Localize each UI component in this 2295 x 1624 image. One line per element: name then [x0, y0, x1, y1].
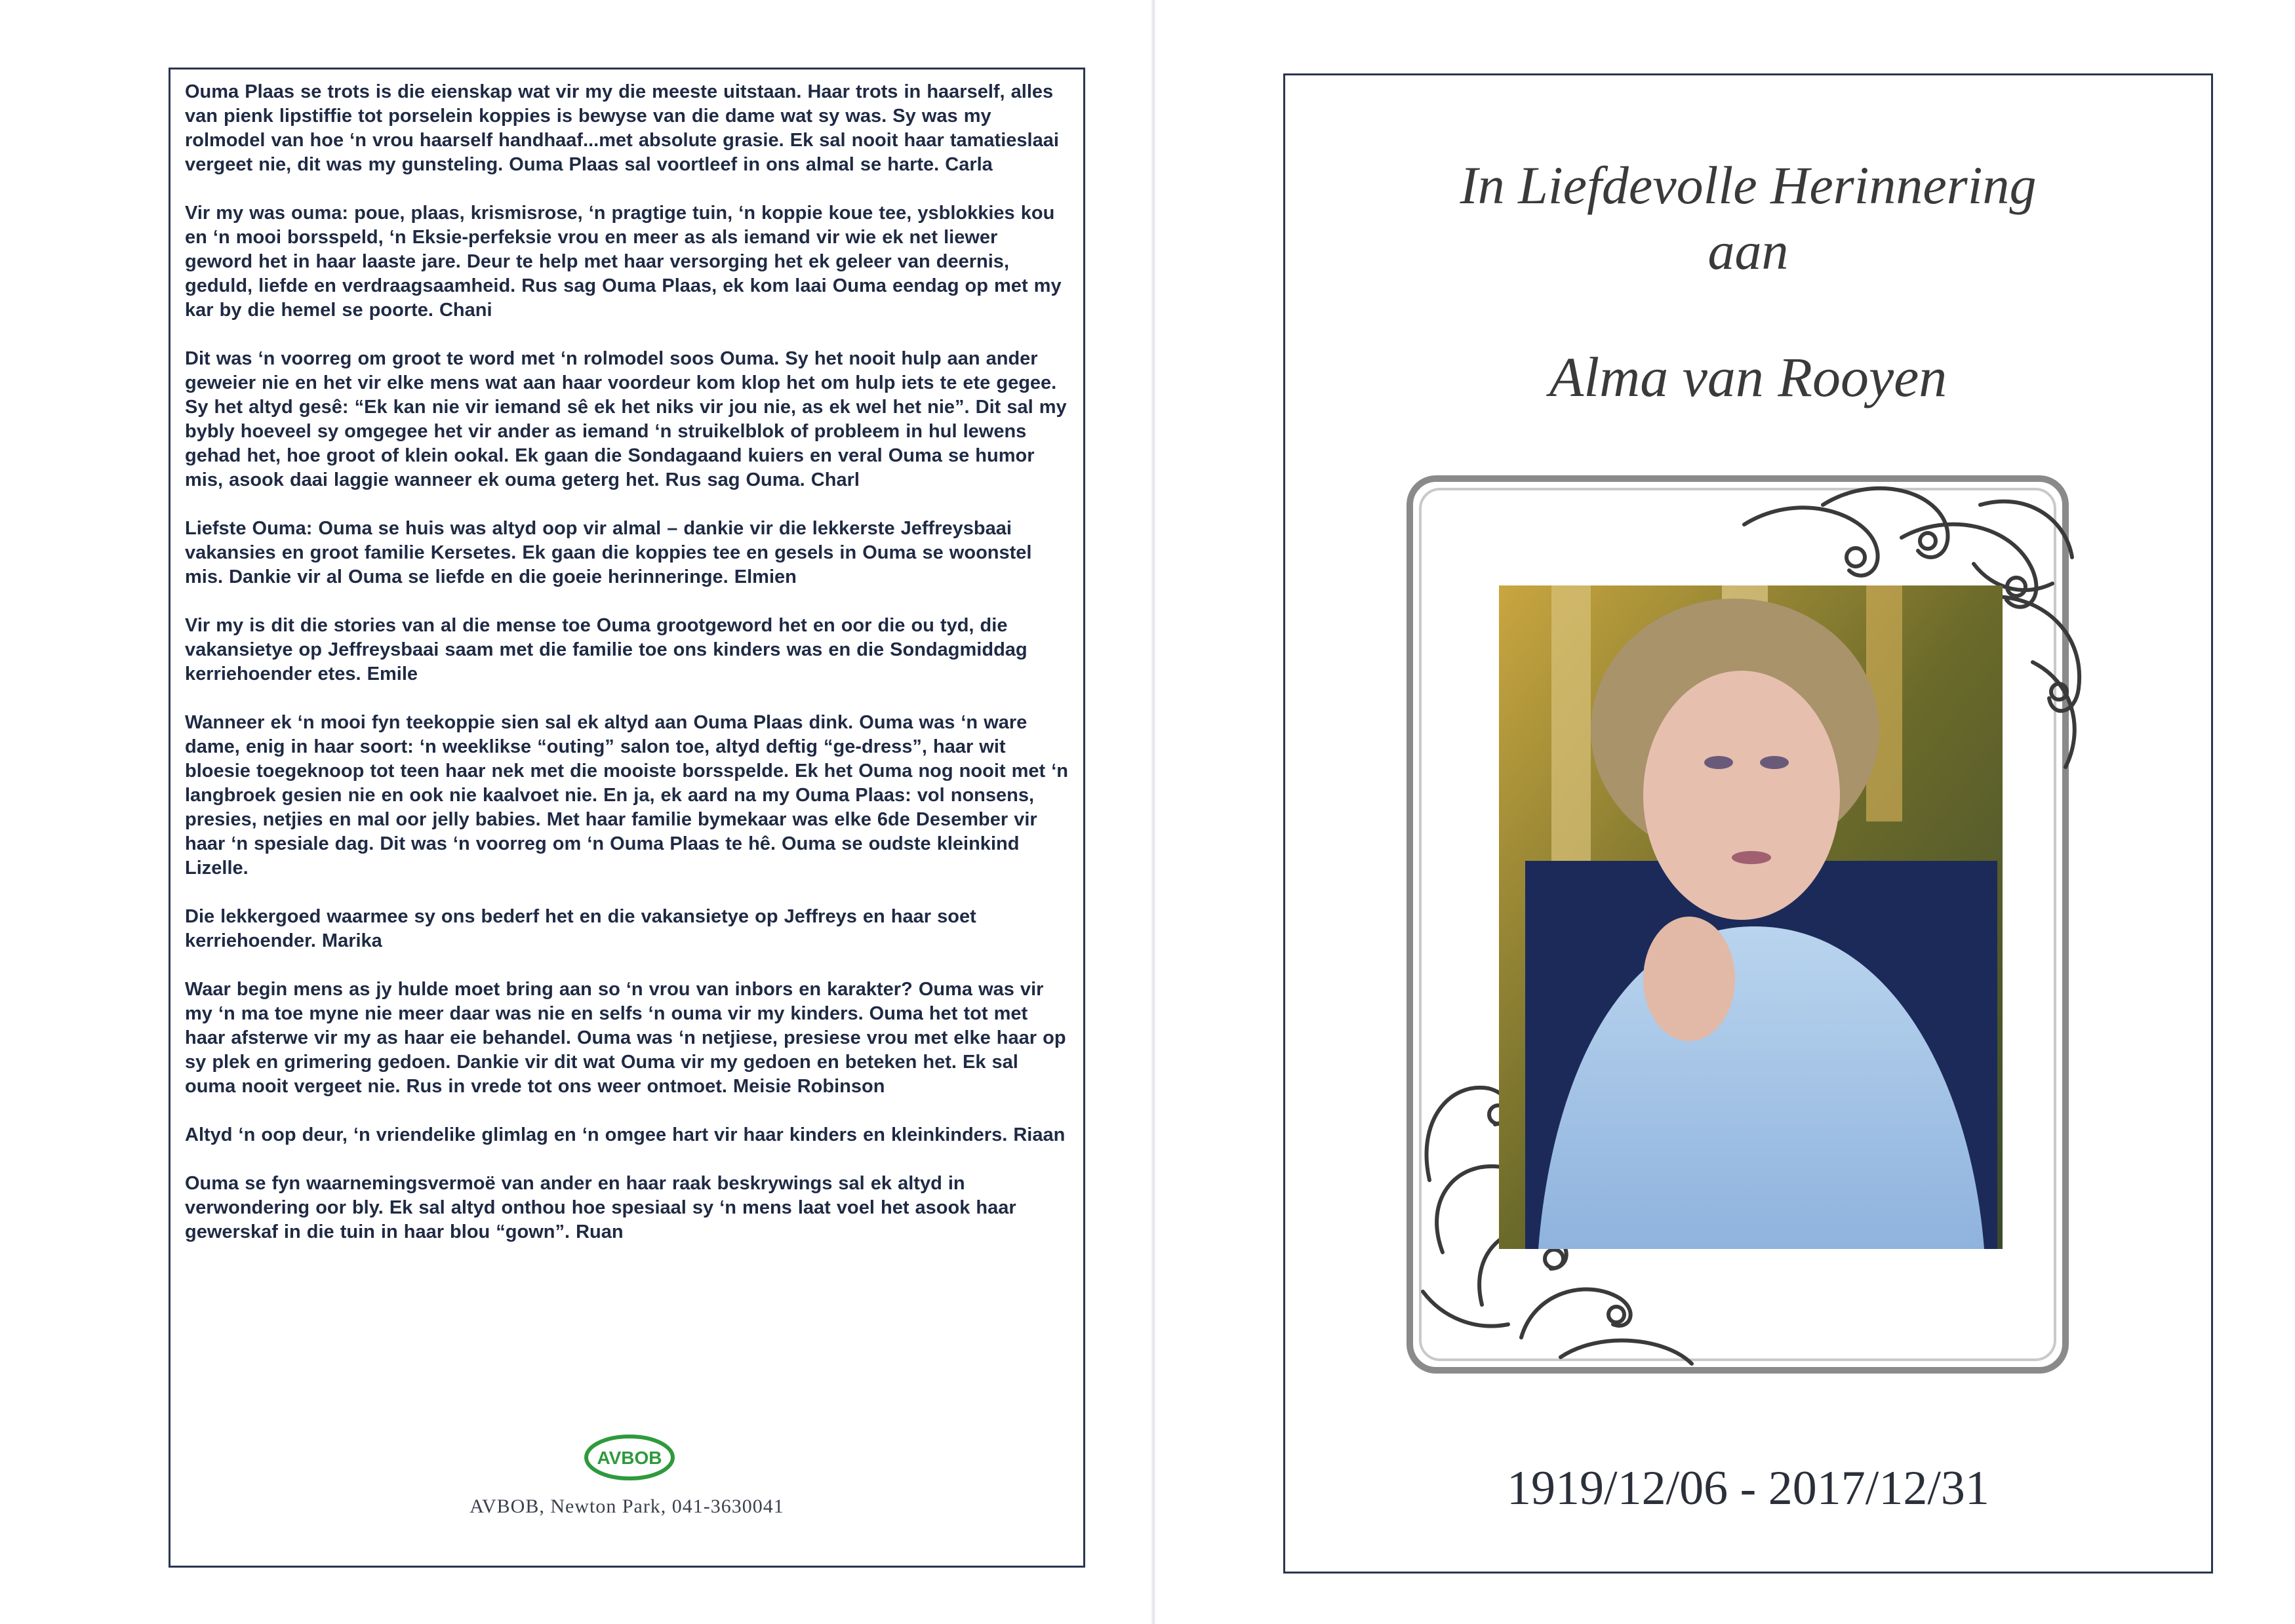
tribute-paragraph: Wanneer ek ‘n mooi fyn teekoppie sien sal ek altyd aan Ouma Plaas dink. Ouma was ‘n ware dame, enig in haar soort: ‘n weeklikse “outing” salon toe, altyd deftig “ge-dress”, haar wit bloesie toegeknoop tot teen haar nek met die mooiste borsspelde. Ek het Ouma nog nooit met ‘n langbroek gesien nie en ook nie kaalvoet nie. En ja, ek aard na my Ouma Plaas: vol nonsens, presies, netjies en mal oor jelly babies. Met haar familie bymekaar was elke 6de Desember vir haar ‘n spesiale dag. Dit was ‘n voorreg om ‘n Ouma Plaas te hê. Ouma se oudste kleinkind Lizelle. [185, 712, 1068, 879]
logo-text: AVBOB [597, 1448, 662, 1468]
portrait-photo [1499, 585, 2003, 1249]
memorial-heading: In Liefdevolle Herinnering [1460, 155, 2037, 215]
tribute-paragraph: Ouma Plaas se trots is die eienskap wat vir my die meeste uitstaan. Haar trots in haarself, alles van pienk lipstiffie tot porselein koppies is bewyse van die dame wat sy was. Sy was my rolmodel van hoe ‘n vrou haarself handhaaf...met absolute grasie. Ek sal nooit haar tamatieslaai vergeet nie, dit was my gunsteling. Ouma Plaas sal voortleef in ons almal se harte. Carla [185, 81, 1059, 175]
tribute-paragraph: Die lekkergoed waarmee sy ons bederf het en die vakansietye op Jeffreys en haar soet kerriehoender. Marika [185, 906, 976, 951]
tribute-paragraph: Waar begin mens as jy hulde moet bring aan so ‘n vrou van inbors en karakter? Ouma was vir my ‘n ma toe myne nie meer daar was nie en selfs ‘n ouma vir my kinders. Ouma het tot met haar afsterwe vir my as haar eie behandel. Ouma was ‘n netjiese, presiese vrou met elke haar op sy plek en grimering gedoen. Dankie vir dit wat Ouma vir my gedoen en beteken het. Ek sal ouma nooit vergeet nie. Rus in vrede tot ons weer ontmoet. Meisie Robinson [185, 979, 1066, 1097]
cover-panel [1283, 73, 2213, 1574]
tribute-paragraph: Vir my was ouma: poue, plaas, krismisrose, ‘n pragtige tuin, ‘n koppie koue tee, ysblokkies kou en ‘n mooi borsspeld, ‘n Eksie-perfeksie vrou en meer as als iemand vir wie ek net liewer geword het in haar laaste jare. Deur te help met haar versorging het ek geleer van deernis, geduld, liefde en verdraagsaamheid. Rus sag Ouma Plaas, ek kom laai Ouma eendag op met my kar by die hemel se poorte. Chani [185, 203, 1062, 321]
tribute-paragraph: Altyd ‘n oop deur, ‘n vriendelike glimlag en ‘n omgee hart vir haar kinders en kleinkinders. Riaan [185, 1124, 1066, 1145]
funeral-home-footer: AVBOB, Newton Park, 041-3630041 [469, 1495, 784, 1517]
page-fold [1151, 0, 1155, 1624]
tributes-panel [169, 68, 1085, 1568]
tribute-list [185, 80, 1070, 1269]
memorial-heading-aan: aan [1707, 221, 1789, 281]
tribute-paragraph: Vir my is dit die stories van al die mense toe Ouma grootgeword het en oor die ou tyd, die vakansietye op Jeffreysbaai saam met die familie toe ons kinders was en die Sondagmiddag kerriehoender etes. Emile [185, 615, 1028, 684]
tribute-paragraph: Ouma se fyn waarnemingsvermoë van ander en haar raak beskrywings sal ek altyd in verwondering oor bly. Ek sal altyd onthou hoe spesiaal sy ‘n mens laat voel het asook haar gewerskaf in die tuin in haar blou “gown”. Ruan [185, 1173, 1016, 1242]
tribute-paragraph: Liefste Ouma: Ouma se huis was altyd oop vir almal – dankie vir die lekkerste Jeffreysbaai vakansies en groot familie Kersetes. Ek gaan die koppies tee en gesels in Ouma se woonstel mis. Dankie vir al Ouma se liefde en die goeie herinneringe. Elmien [185, 518, 1032, 587]
deceased-name: Alma van Rooyen [1549, 346, 1947, 408]
life-dates: 1919/12/06 - 2017/12/31 [1507, 1461, 1989, 1515]
avbob-logo [584, 1431, 675, 1484]
tribute-paragraph: Dit was ‘n voorreg om groot te word met ‘n rolmodel soos Ouma. Sy het nooit hulp aan ander geweier nie en het vir elke mens wat aan haar voordeur kom klop het om hulp iets te ete gegee. Sy het altyd gesê: “Ek kan nie vir iemand sê ek het niks vir jou nie, as ek wel het nie”. Dit sal my bybly hoeveel sy omgegee het vir ander as iemand ‘n struikelblok of probleem in hul lewens gehad het, hoe groot of klein ookal. Ek gaan die Sondagaand kuiers en veral Ouma se humor mis, asook daai laggie wanneer ek ouma geterg het. Rus sag Ouma. Charl [185, 348, 1067, 490]
